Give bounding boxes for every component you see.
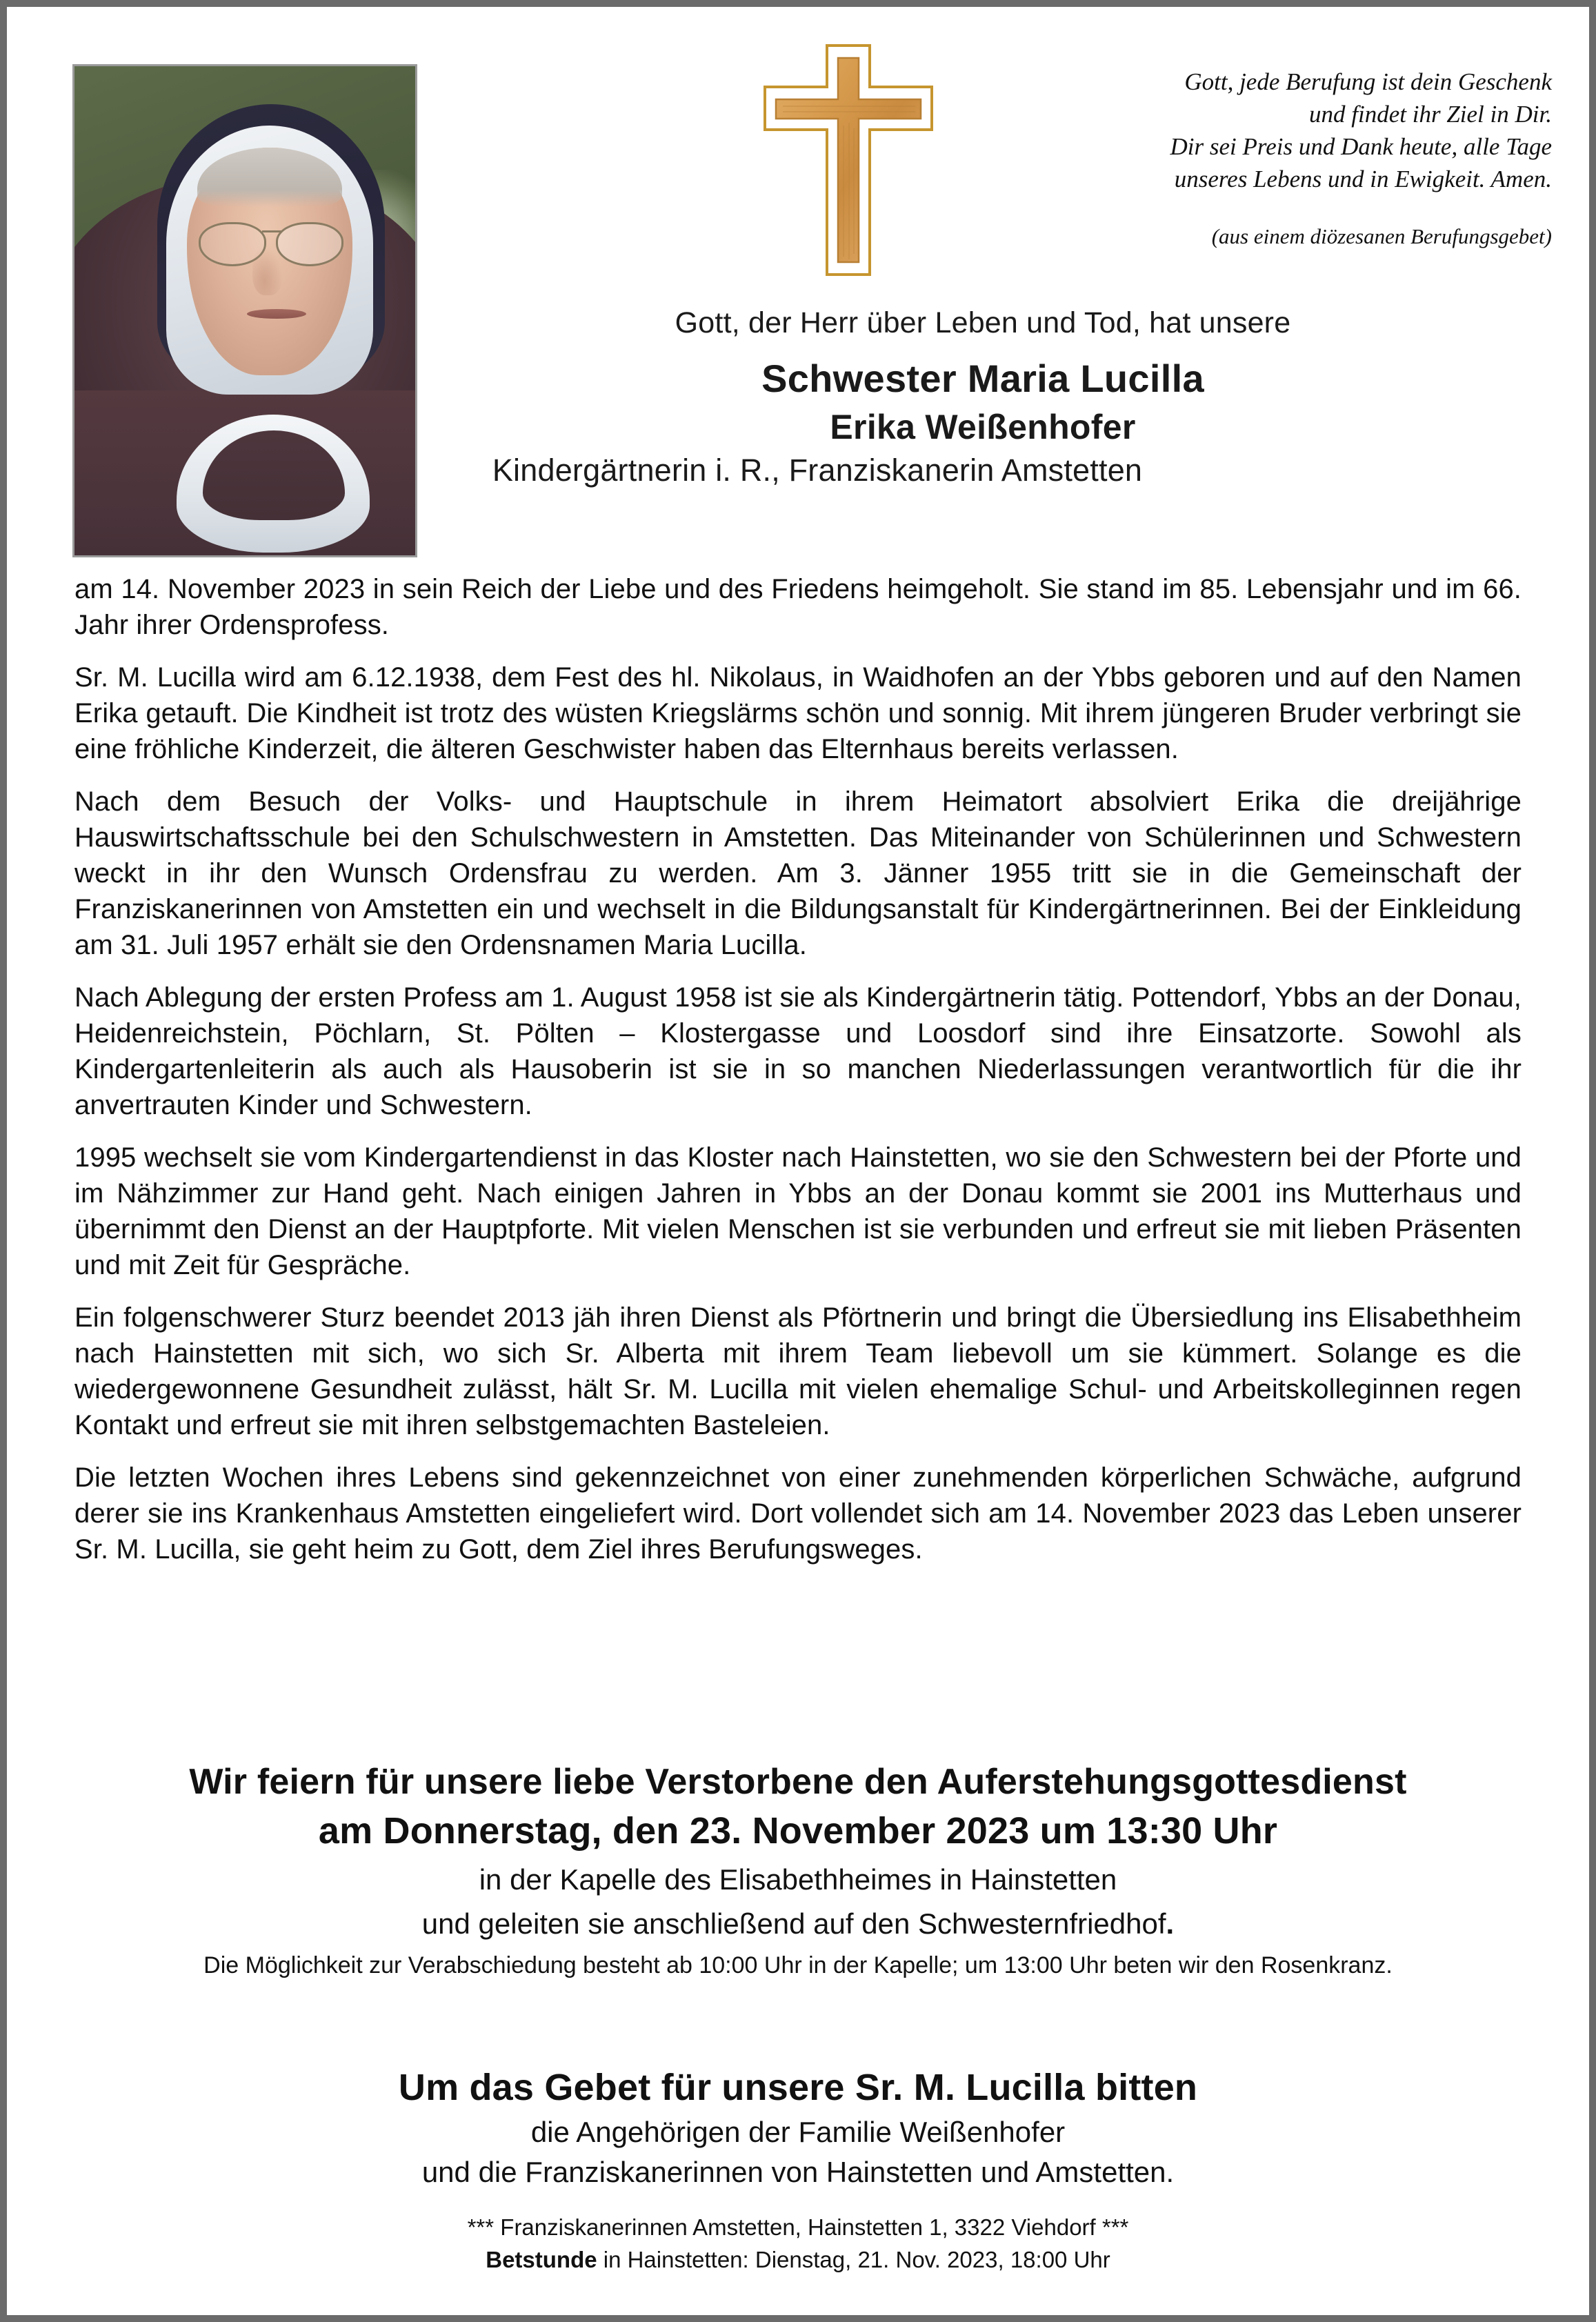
prayer-request-heading: Um das Gebet für unsere Sr. M. Lucilla bitten: [398, 2067, 1198, 2108]
prayer-source: (aus einem diözesanen Berufungsgebet): [1211, 224, 1552, 248]
biography-paragraph: Nach dem Besuch der Volks- und Hauptschule in ihrem Heimatort absolviert Erika die dreijährige Hauswirtschaftsschule bei den Schulschwestern in Amstetten. Das Miteinander von Schülerinnen und Schwestern weckt in ihr den Wunsch Ordensfrau zu werden. Am 3. Jänner 1955 tritt sie in die Gemeinschaft der Franziskanerinnen von Amstetten ein und wechselt in die Bildungsanstalt für Kindergärtnerinnen. Bei der Einkleidung am 31. Juli 1957 erhält sie den Ordensnamen Maria Lucilla.: [74, 786, 1522, 960]
biography-section: [74, 571, 1522, 1567]
prayer-line-4: unseres Lebens und in Ewigkeit. Amen.: [1174, 166, 1552, 192]
procession-period: .: [1166, 1907, 1175, 1940]
vigil-details: in Hainstetten: Dienstag, 21. Nov. 2023, 18:00 Uhr: [597, 2247, 1110, 2272]
deceased-name-block: [421, 304, 1545, 491]
farewell-note: Die Möglichkeit zur Verabschiedung besteht ab 10:00 Uhr in der Kapelle; um 13:00 Uhr beten wir den Rosenkranz.: [203, 1952, 1393, 1978]
mourners-order: und die Franziskanerinnen von Hainstetten und Amstetten.: [421, 2156, 1175, 2188]
religious-name: Schwester Maria Lucilla: [761, 357, 1204, 400]
mourners-family: die Angehörigen der Familie Weißenhofer: [530, 2116, 1066, 2148]
prayer-line-3: Dir sei Preis und Dank heute, alle Tage: [1170, 133, 1552, 160]
service-location: in der Kapelle des Elisabethheimes in Hainstetten: [479, 1863, 1117, 1896]
biography-paragraph: 1995 wechselt sie vom Kindergartendienst in das Kloster nach Hainstetten, wo sie den Schwestern bei der Pforte und im Nähzimmer zur Hand geht. Nach einigen Jahren in Ybbs an der Donau kommt sie 2001 ins Mutterhaus und übernimmt den Dienst an der Hauptpforte. Mit vielen Menschen ist sie verbunden und erfreut sie mit lieben Präsenten und mit Zeit für Gespräche.: [74, 1142, 1522, 1280]
biography-paragraph: Ein folgenschwerer Sturz beendet 2013 jäh ihren Dienst als Pförtnerin und bringt die Übersiedlung ins Elisabethheim nach Hainstetten mit sich, wo sich Sr. Alberta mit ihrem Team liebevoll um sie kümmert. Solange es die wiedergewonnene Gesundheit zulässt, hält Sr. M. Lucilla mit vielen ehemalige Schul- und Arbeitskolleginnen regen Kontakt und erfreut sie mit ihren selbstgemachten Basteleien.: [74, 1302, 1522, 1440]
eyeglass-lens-right: [276, 222, 343, 266]
order-address: *** Franziskanerinnen Amstetten, Hainstetten 1, 3322 Viehdorf ***: [467, 2214, 1129, 2240]
vigil-line: [74, 2243, 1522, 2276]
vocation-prayer: [1000, 66, 1552, 252]
footer-section: [74, 2211, 1522, 2276]
biography-paragraph: Nach Ablegung der ersten Profess am 1. August 1958 ist sie als Kindergärtnerin tätig. Pottendorf, Ybbs an der Donau, Heidenreichstein, Pöchlarn, St. Pölten – Klostergasse und Loosdorf sind ihre Einsatzorte. Sowohl als Kindergartenleiterin als auch als Hausoberin ist sie in so manchen Niederlassungen verantwortlich für die ihr anvertrauten Kinder und Schwestern.: [74, 982, 1522, 1120]
biography-paragraph: Sr. M. Lucilla wird am 6.12.1938, dem Fest des hl. Nikolaus, in Waidhofen an der Ybbs geboren und auf den Namen Erika getauft. Die Kindheit ist trotz des wüsten Kriegslärms schön und sonnig. Mit ihrem jüngeren Bruder verbringt sie eine fröhliche Kinderzeit, die älteren Geschwister haben das Elternhaus bereits verlassen.: [74, 662, 1522, 764]
civil-name: Erika Weißenhofer: [830, 408, 1136, 446]
occupation-line: Kindergärtnerin i. R., Franziskanerin Amstetten: [492, 453, 1143, 488]
biography-paragraph: am 14. November 2023 in sein Reich der Liebe und des Friedens heimgeholt. Sie stand im 85. Lebensjahr und im 66. Jahr ihrer Ordensprofess.: [74, 574, 1522, 640]
service-procession: [74, 1904, 1522, 1944]
procession-text: und geleiten sie anschließend auf den Schwesternfriedhof: [421, 1907, 1166, 1940]
memorial-card-page: [7, 7, 1589, 2315]
nun-nose: [252, 247, 283, 295]
cross-icon: [762, 43, 935, 277]
vigil-label: Betstunde: [486, 2247, 597, 2272]
service-announcement: [74, 1758, 1522, 1981]
prayer-line-2: und findet ihr Ziel in Dir.: [1309, 101, 1552, 128]
header-section: [7, 7, 1589, 538]
prayer-request-section: [74, 2063, 1522, 2192]
prayer-line-1: Gott, jede Berufung ist dein Geschenk: [1184, 68, 1552, 95]
biography-paragraph: Die letzten Wochen ihres Lebens sind gekennzeichnet von einer zunehmenden körperlichen Schwäche, aufgrund derer sie ins Krankenhaus Amstetten eingeliefert wird. Dort vollendet sich am 14. November 2023 das Leben unserer Sr. M. Lucilla, sie geht heim zu Gott, dem Ziel ihres Berufungsweges.: [74, 1462, 1522, 1565]
service-heading-line-2: am Donnerstag, den 23. November 2023 um 13:30 Uhr: [318, 1810, 1278, 1852]
intro-line: Gott, der Herr über Leben und Tod, hat unsere: [675, 306, 1291, 339]
service-heading-line-1: Wir feiern für unsere liebe Verstorbene den Auferstehungsgottesdienst: [189, 1762, 1407, 1802]
nun-mouth: [247, 309, 306, 319]
